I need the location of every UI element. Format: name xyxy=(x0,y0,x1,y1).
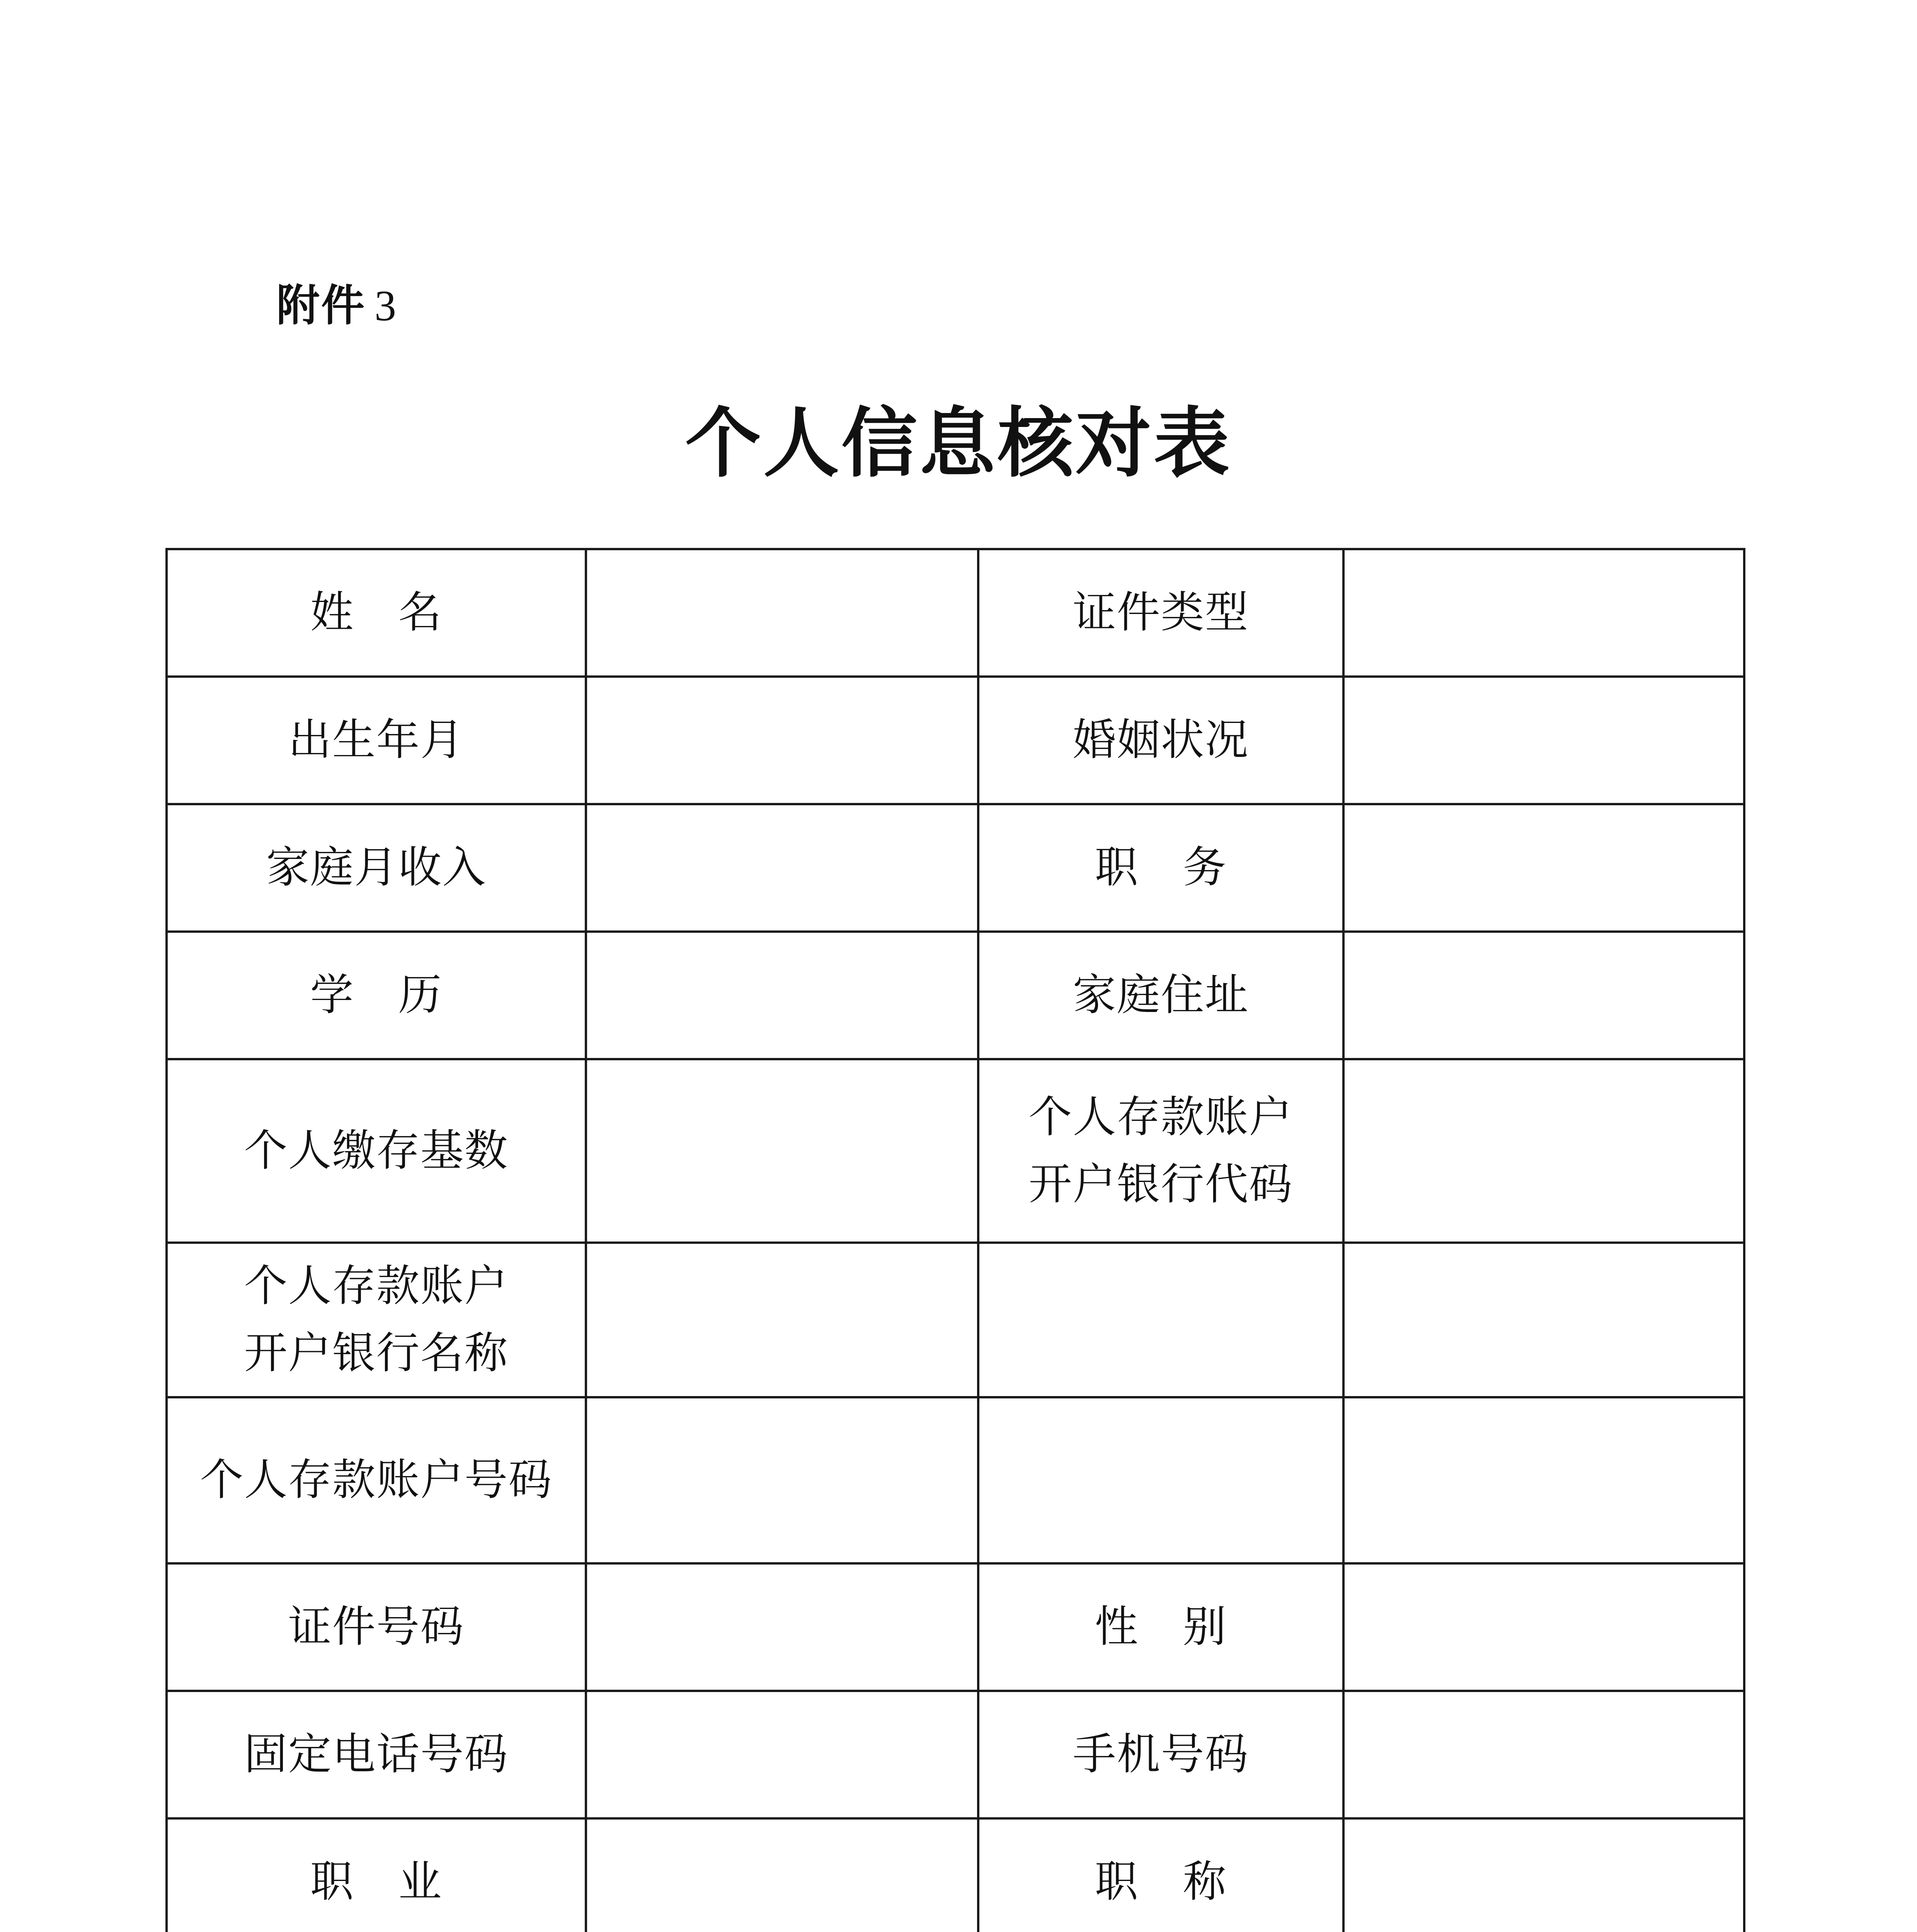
field-label-bank-name: 个人存款账户 开户银行名称 xyxy=(167,1243,586,1397)
field-value-account-number[interactable] xyxy=(586,1397,978,1563)
field-label-position: 职 务 xyxy=(978,804,1343,932)
field-label-name: 姓 名 xyxy=(167,549,586,677)
table-row xyxy=(167,549,1744,677)
field-value-landline[interactable] xyxy=(586,1691,978,1818)
field-label-professional-title: 职 称 xyxy=(978,1818,1343,1932)
field-label-gender: 性 别 xyxy=(978,1563,1343,1691)
field-label-id-number: 证件号码 xyxy=(167,1563,586,1691)
field-value-home-address[interactable] xyxy=(1343,932,1744,1059)
field-label-blank xyxy=(978,1397,1343,1563)
field-label-account-number: 个人存款账户号码 xyxy=(167,1397,586,1563)
page-title: 个人信息核对表 xyxy=(685,400,1232,488)
field-value-id-type[interactable] xyxy=(1343,549,1744,677)
field-label-birth-date: 出生年月 xyxy=(167,677,586,804)
field-label-occupation: 职 业 xyxy=(167,1818,586,1932)
field-value-professional-title[interactable] xyxy=(1343,1818,1744,1932)
field-label-mobile: 手机号码 xyxy=(978,1691,1343,1818)
field-label-bank-code: 个人存款账户 开户银行代码 xyxy=(978,1059,1343,1243)
field-value-gender[interactable] xyxy=(1343,1563,1744,1691)
field-value-position[interactable] xyxy=(1343,804,1744,932)
table-row xyxy=(167,1397,1744,1563)
table-row xyxy=(167,1818,1744,1932)
attachment-text: 附件 xyxy=(276,281,366,331)
table-row xyxy=(167,804,1744,932)
field-value-occupation[interactable] xyxy=(586,1818,978,1932)
table-row xyxy=(167,677,1744,804)
field-value-birth-date[interactable] xyxy=(586,677,978,804)
field-label-contribution-base: 个人缴存基数 xyxy=(167,1059,586,1243)
table-row xyxy=(167,1243,1744,1397)
field-label-marital-status: 婚姻状况 xyxy=(978,677,1343,804)
table-row xyxy=(167,1563,1744,1691)
field-label-education: 学 历 xyxy=(167,932,586,1059)
table-row xyxy=(167,932,1744,1059)
personal-info-table xyxy=(165,548,1745,1932)
field-label-landline: 固定电话号码 xyxy=(167,1691,586,1818)
field-value-marital-status[interactable] xyxy=(1343,677,1744,804)
field-value-name[interactable] xyxy=(586,549,978,677)
field-label-blank xyxy=(978,1243,1343,1397)
field-value-contribution-base[interactable] xyxy=(586,1059,978,1243)
table-row xyxy=(167,1691,1744,1818)
field-value-blank[interactable] xyxy=(1343,1243,1744,1397)
attachment-label xyxy=(276,281,398,331)
table-row xyxy=(167,1059,1744,1243)
field-label-id-type: 证件类型 xyxy=(978,549,1343,677)
field-value-mobile[interactable] xyxy=(1343,1691,1744,1818)
field-value-household-income[interactable] xyxy=(586,804,978,932)
attachment-number: 3 xyxy=(375,282,398,330)
field-value-bank-name[interactable] xyxy=(586,1243,978,1397)
field-value-id-number[interactable] xyxy=(586,1563,978,1691)
field-label-household-income: 家庭月收入 xyxy=(167,804,586,932)
field-label-home-address: 家庭住址 xyxy=(978,932,1343,1059)
field-value-bank-code[interactable] xyxy=(1343,1059,1744,1243)
field-value-education[interactable] xyxy=(586,932,978,1059)
field-value-blank[interactable] xyxy=(1343,1397,1744,1563)
